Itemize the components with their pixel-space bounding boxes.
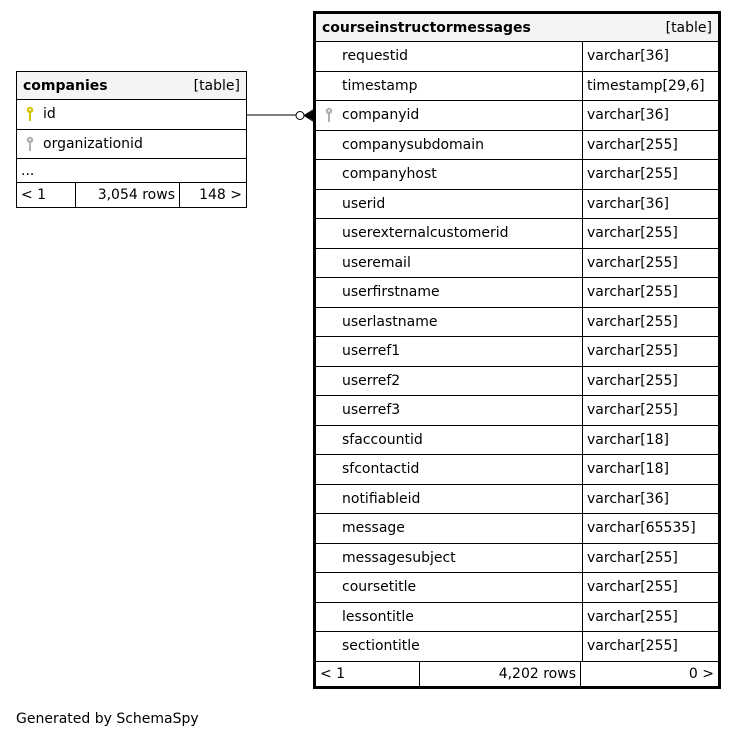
column-name-cell [316, 72, 582, 101]
column-type: varchar[255] [582, 396, 718, 425]
column-row-sectiontitle[interactable] [316, 632, 718, 662]
column-row-companysubdomain[interactable] [316, 131, 718, 161]
column-name-cell [316, 131, 582, 160]
column-row-message[interactable] [316, 514, 718, 544]
column-row-companyhost[interactable] [316, 160, 718, 190]
column-name: userref2 [342, 372, 401, 389]
companies-table[interactable] [16, 71, 247, 208]
column-row-userlastname[interactable] [316, 308, 718, 338]
column-name-cell [17, 100, 246, 129]
column-name-cell [316, 219, 582, 248]
parent-count[interactable]: < 1 [17, 183, 76, 207]
column-row-companyid[interactable] [316, 101, 718, 131]
column-name: userref1 [342, 343, 401, 360]
column-row-useremail[interactable] [316, 249, 718, 279]
column-type: varchar[255] [582, 131, 718, 160]
column-name-cell [316, 573, 582, 602]
column-name: sfaccountid [342, 431, 423, 448]
column-row-userid[interactable] [316, 190, 718, 220]
column-name-cell [316, 485, 582, 514]
column-name: requestid [342, 48, 408, 65]
column-row-userref2[interactable] [316, 367, 718, 397]
foreign-key-icon [17, 136, 43, 152]
column-name: messagesubject [342, 549, 456, 566]
column-row-userref3[interactable] [316, 396, 718, 426]
column-name-cell [316, 514, 582, 543]
column-name-cell [316, 249, 582, 278]
column-name-cell [316, 42, 582, 71]
column-row-lessontitle[interactable] [316, 603, 718, 633]
courseinstructormessages-table-footer [316, 662, 718, 686]
column-type: varchar[255] [582, 219, 718, 248]
column-type: varchar[65535] [582, 514, 718, 543]
column-name: notifiableid [342, 490, 421, 507]
column-row-notifiableid[interactable] [316, 485, 718, 515]
table-kind: [table] [665, 19, 712, 36]
column-name-cell [316, 101, 582, 130]
column-row-messagesubject[interactable] [316, 544, 718, 574]
column-type: varchar[255] [582, 160, 718, 189]
column-name-cell [316, 396, 582, 425]
column-name: sfcontactid [342, 461, 420, 478]
column-name: userref3 [342, 402, 401, 419]
column-name-cell [316, 603, 582, 632]
column-name-cell [316, 455, 582, 484]
column-name: userexternalcustomerid [342, 225, 509, 242]
column-name: userfirstname [342, 284, 440, 301]
table-kind: [table] [193, 77, 240, 94]
column-row-coursetitle[interactable] [316, 573, 718, 603]
column-type: varchar[36] [582, 101, 718, 130]
column-type: varchar[255] [582, 367, 718, 396]
column-name-cell [316, 190, 582, 219]
column-row-sfcontactid[interactable] [316, 455, 718, 485]
column-name: id [43, 106, 56, 123]
column-type: varchar[18] [582, 426, 718, 455]
column-name: sectiontitle [342, 638, 420, 655]
column-name-cell [316, 308, 582, 337]
child-count[interactable]: 0 > [688, 665, 714, 682]
table-name: companies [23, 77, 108, 94]
row-count: 3,054 rows [76, 183, 180, 207]
column-type: varchar[36] [582, 485, 718, 514]
column-row-requestid[interactable] [316, 42, 718, 72]
column-type: timestamp[29,6] [582, 72, 718, 101]
zero-optional-marker [296, 112, 304, 120]
column-row-id[interactable] [17, 100, 246, 130]
companies-table-footer [17, 183, 246, 207]
column-name: organizationid [43, 135, 143, 152]
column-type: varchar[18] [582, 455, 718, 484]
column-row-userfirstname[interactable] [316, 278, 718, 308]
column-name: companysubdomain [342, 136, 485, 153]
column-name-cell [316, 426, 582, 455]
column-row-organizationid[interactable] [17, 130, 246, 160]
column-row-userexternalcustomerid[interactable] [316, 219, 718, 249]
column-name-cell [17, 130, 246, 159]
column-type: varchar[255] [582, 308, 718, 337]
column-name: companyhost [342, 166, 437, 183]
column-name: coursetitle [342, 579, 417, 596]
column-name-cell [316, 367, 582, 396]
column-type: varchar[255] [582, 573, 718, 602]
generated-by-label: Generated by SchemaSpy [16, 711, 199, 727]
table-name: courseinstructormessages [322, 19, 531, 36]
column-type: varchar[255] [582, 632, 718, 661]
more-columns-ellipsis: ... [17, 159, 246, 183]
primary-key-icon [17, 106, 43, 122]
column-name-cell [316, 337, 582, 366]
column-name: useremail [342, 254, 411, 271]
column-row-sfaccountid[interactable] [316, 426, 718, 456]
column-name-cell [316, 278, 582, 307]
courseinstructormessages-table-header [316, 14, 718, 42]
column-name: userlastname [342, 313, 438, 330]
courseinstructormessages-table[interactable] [313, 11, 721, 689]
column-name: message [342, 520, 405, 537]
column-name-cell [316, 160, 582, 189]
column-name-cell [316, 544, 582, 573]
column-row-timestamp[interactable] [316, 72, 718, 102]
column-name-cell [316, 632, 582, 661]
column-type: varchar[255] [582, 544, 718, 573]
column-name: lessontitle [342, 608, 414, 625]
parent-count[interactable]: < 1 [316, 662, 420, 686]
column-name: timestamp [342, 77, 418, 94]
companies-table-header [17, 72, 246, 100]
column-type: varchar[255] [582, 249, 718, 278]
column-name: userid [342, 195, 386, 212]
column-type: varchar[255] [582, 603, 718, 632]
column-name: companyid [342, 107, 420, 124]
row-count: 4,202 rows [420, 662, 581, 686]
column-type: varchar[255] [582, 337, 718, 366]
column-type: varchar[36] [582, 190, 718, 219]
column-type: varchar[255] [582, 278, 718, 307]
column-row-userref1[interactable] [316, 337, 718, 367]
foreign-key-icon [316, 107, 342, 123]
child-count[interactable]: 148 > [199, 187, 242, 203]
column-type: varchar[36] [582, 42, 718, 71]
